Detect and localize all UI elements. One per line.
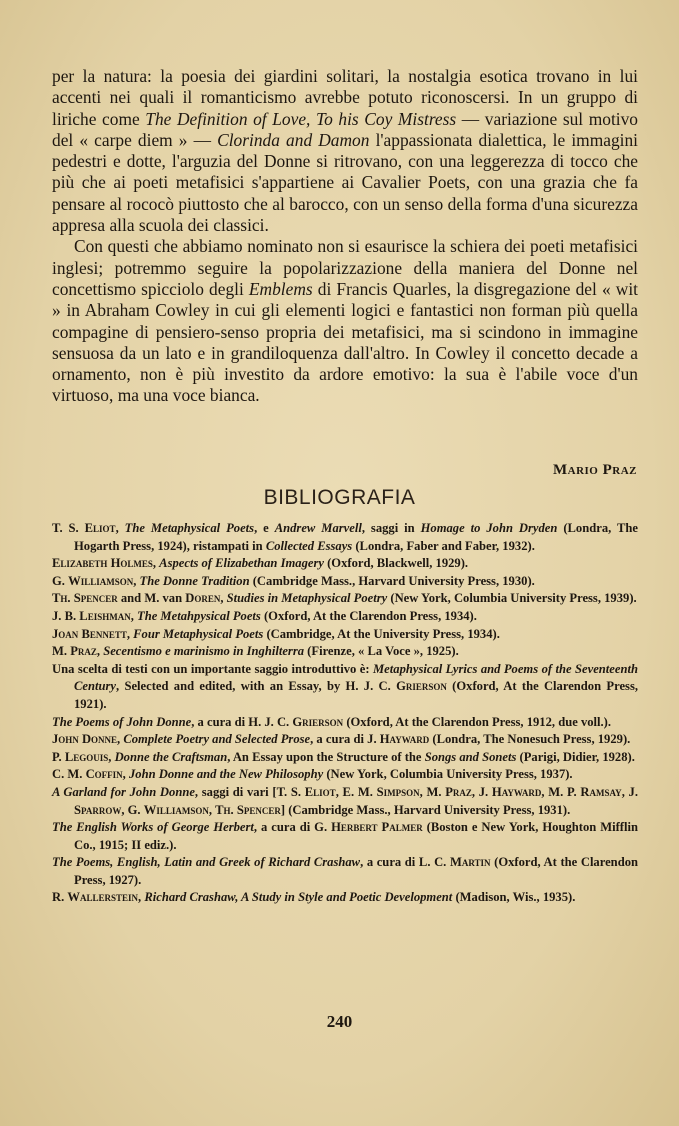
text-run: , An Essay upon the Structure of the	[227, 749, 425, 764]
work-title: Donne the Craftsman	[114, 749, 228, 764]
paragraph	[52, 66, 638, 236]
text-run: ,	[220, 591, 227, 606]
text-run: , e	[254, 521, 275, 535]
text-run: ,	[115, 521, 125, 535]
bibliography-entry	[52, 889, 638, 907]
text-run: (Firenze, « La Voce », 1925).	[304, 644, 459, 659]
text-run: ,	[122, 767, 129, 782]
italic-title: Clorinda and Damon	[217, 129, 370, 150]
text-run: , saggi in	[361, 521, 421, 535]
text-run: ,	[96, 644, 104, 659]
author-name: Hayward	[491, 784, 542, 799]
text-run: (Madison, Wis., 1935).	[452, 890, 576, 905]
text-run: , J.	[621, 784, 638, 799]
bibliography-entry	[52, 819, 638, 854]
work-title: Richard Crashaw, A Study in Style and Poetic Development	[144, 890, 453, 905]
text-run: (Boston e New York, Houghton Mifflin Co., 1915; II ediz.).	[74, 820, 639, 852]
author-name: Ramsay	[580, 784, 622, 799]
text-run: M.	[52, 644, 71, 659]
bibliography-entry	[52, 749, 638, 767]
text-run: (Londra, The Nonesuch Press, 1929).	[429, 732, 631, 747]
text-run: ,	[126, 626, 134, 641]
text-run: (Oxford, At the Clarendon Press, 1921).	[74, 679, 638, 711]
work-title: Songs and Sonets	[424, 749, 517, 764]
italic-title: The Definition of Love, To his Coy Mistress	[145, 108, 457, 129]
author-name: Eliot	[84, 521, 116, 535]
text-run: (Londra, The Hogarth Press, 1924), ristampati in	[74, 521, 638, 553]
bibliography-entry	[52, 731, 638, 749]
text-run: , M. P.	[541, 784, 581, 799]
bibliography-list	[52, 520, 638, 907]
text-run: (Londra, Faber and Faber, 1932).	[352, 538, 535, 553]
author-name: Sparrow	[74, 802, 122, 817]
text-run: ,	[117, 732, 124, 747]
author-name: Th. Spencer	[52, 591, 118, 606]
text-run: (Cambridge, At the University Press, 1934).	[263, 626, 500, 641]
text-run: , a cura di H. J. C.	[191, 714, 293, 729]
text-run: , a cura di G.	[253, 820, 332, 835]
work-title: The Poems of John Donne	[52, 714, 192, 729]
text-run: , E. M.	[335, 784, 377, 799]
author-name: Doren	[185, 591, 221, 606]
author-name: Simpson	[376, 784, 420, 799]
author-name: Coffin	[85, 767, 123, 782]
essay-body	[52, 66, 638, 407]
work-title: John Donne and the New Philosophy	[128, 767, 324, 782]
work-title: Studies in Metaphysical Poetry	[226, 591, 388, 606]
text-run: (Parigi, Didier, 1928).	[516, 749, 635, 764]
text-run: ,	[130, 608, 137, 623]
author-name: Praz	[445, 784, 472, 799]
bibliography-entry	[52, 784, 638, 819]
text-run: J. B.	[52, 608, 80, 623]
text-run: T. S.	[52, 521, 85, 535]
text-run: Con questi che abbiamo nominato non si esaurisce la schiera dei poeti metafisici inglesi; potremmo seguire la popolarizzazione della maniera del Donne nel concettismo spicciolo degli	[52, 236, 638, 299]
page-number: 240	[326, 1012, 353, 1031]
author-name: Legouis	[64, 749, 109, 764]
author-name: Leishman	[79, 608, 131, 623]
bibliography-entry	[52, 555, 638, 573]
text-run: (Oxford, At the Clarendon Press, 1927).	[74, 855, 638, 887]
text-run: (Oxford, At the Clarendon Press, 1912, due voll.).	[343, 714, 612, 729]
text-run: ,	[133, 573, 140, 588]
text-run: R.	[52, 890, 68, 905]
work-title: A Garland for John Donne	[52, 784, 195, 799]
author-name: Herbert Palmer	[331, 820, 423, 835]
text-run: , G.	[121, 802, 144, 817]
text-run: (Oxford, At the Clarendon Press, 1934).	[260, 608, 477, 623]
text-run: , M.	[419, 784, 446, 799]
text-run: , Selected and edited, with an Essay, by H. J. C.	[116, 679, 397, 694]
work-title: Collected Essays	[265, 538, 353, 553]
italic-title: Emblems	[248, 278, 313, 299]
bibliography-entry	[52, 626, 638, 644]
author-name: John Donne	[52, 732, 118, 747]
author-signature: Mario Praz	[552, 462, 637, 478]
bibliography-entry	[52, 661, 638, 714]
bibliography-heading: BIBLIOGRAFIA	[263, 486, 416, 509]
work-title: Four Metaphysical Poets	[133, 626, 264, 641]
text-run: , a cura di L. C.	[360, 855, 450, 870]
text-run: per la natura: la poesia dei giardini solitari, la nostalgia esotica trovano in lui accenti nei quali il romanticismo avrebbe potuto riconoscersi. In un gruppo di liriche come	[52, 66, 638, 129]
text-run: ,	[152, 556, 160, 571]
author-name: Elizabeth Holmes	[52, 556, 153, 571]
author-name: Grierson	[292, 714, 344, 729]
paragraph	[52, 236, 638, 406]
text-run: ,	[208, 802, 216, 817]
bibliography-entry	[52, 590, 638, 608]
text-run: (Cambridge Mass., Harvard University Press, 1930).	[249, 573, 535, 588]
work-title: Aspects of Elizabethan Imagery	[159, 556, 324, 571]
text-run: , J.	[471, 784, 492, 799]
work-title: The English Works of George Herbert	[52, 820, 254, 835]
text-run: (New York, Columbia University Press, 1939).	[387, 591, 637, 606]
author-name: Williamson	[143, 802, 209, 817]
work-title: The Donne Tradition	[139, 573, 250, 588]
text-run: ,	[108, 749, 115, 764]
author-name: Joan Bennett	[52, 626, 127, 641]
text-run: Una scelta di testi con un importante saggio introduttivo è:	[52, 661, 373, 676]
bibliography-entry	[52, 854, 638, 889]
author-name: Eliot	[304, 784, 336, 799]
work-title: Homage to John Dryden	[420, 521, 558, 535]
work-title: Secentismo e marinismo in Inghilterra	[103, 644, 305, 659]
work-title: Andrew Marvell	[274, 521, 362, 535]
text-run: (New York, Columbia University Press, 1937).	[323, 767, 573, 782]
author-name: Praz	[70, 644, 97, 659]
bibliography-entry	[52, 608, 638, 626]
work-title: Complete Poetry and Selected Prose	[123, 732, 311, 747]
bibliography-entry	[52, 573, 638, 591]
author-name: Hayward	[379, 732, 430, 747]
text-run: ,	[138, 890, 145, 905]
bibliography-entry	[52, 520, 638, 555]
bibliography-entry	[52, 643, 638, 661]
work-title: The Poems, English, Latin and Greek of Richard Crashaw	[52, 855, 361, 870]
bibliography-entry	[52, 766, 638, 784]
work-title: The Metahpysical Poets	[137, 608, 261, 623]
author-name: Th. Spencer	[215, 802, 281, 817]
text-run: ] (Cambridge Mass., Harvard University Press, 1931).	[280, 802, 571, 817]
text-run: P.	[52, 749, 65, 764]
author-name: Wallerstein	[67, 890, 139, 905]
text-run: , a cura di J.	[310, 732, 380, 747]
text-run: G.	[52, 573, 69, 588]
work-title: Metaphysical Lyrics and Poems of the Seventeenth Century	[74, 661, 638, 694]
text-run: di Francis Quarles, la disgregazione del « wit » in Abraham Cowley in cui gli elementi logici e fantastici non forman più quella compagine di pensiero-senso propria dei metafisici, ma si scindono in immagine sensuosa da un lato e in grandiloquenza dall'altro. In Cowley il concetto decade a ornamento, non è più investito da ardore emotivo: la sua è l'abile voce d'un virtuoso, ma una voce bianca.	[52, 278, 638, 406]
author-name: Grierson	[396, 679, 447, 694]
text-run: l'appassionata dialettica, le immagini pedestri e dotte, l'arguzia del Donne si ritrovano, con una leggerezza di tocco che più che ai poeti metafisici s'appartiene ai Cavalier Poets, con una grazia che fa pensare al rococò piuttosto che al barocco, con un senso della forma d'una sicurezza appresa alla scuola dei classici.	[52, 129, 639, 236]
text-run: , saggi di vari [T. S.	[194, 784, 305, 799]
text-run: C. M.	[52, 767, 86, 782]
text-run: and M. van	[117, 591, 186, 606]
author-name: Martin	[449, 855, 491, 870]
text-run: (Oxford, Blackwell, 1929).	[323, 556, 469, 571]
work-title: The Metaphysical Poets	[124, 521, 255, 535]
bibliography-entry	[52, 714, 638, 732]
text-run: — variazione sul motivo del « carpe diem » —	[52, 108, 639, 150]
author-name: Williamson	[68, 573, 134, 588]
